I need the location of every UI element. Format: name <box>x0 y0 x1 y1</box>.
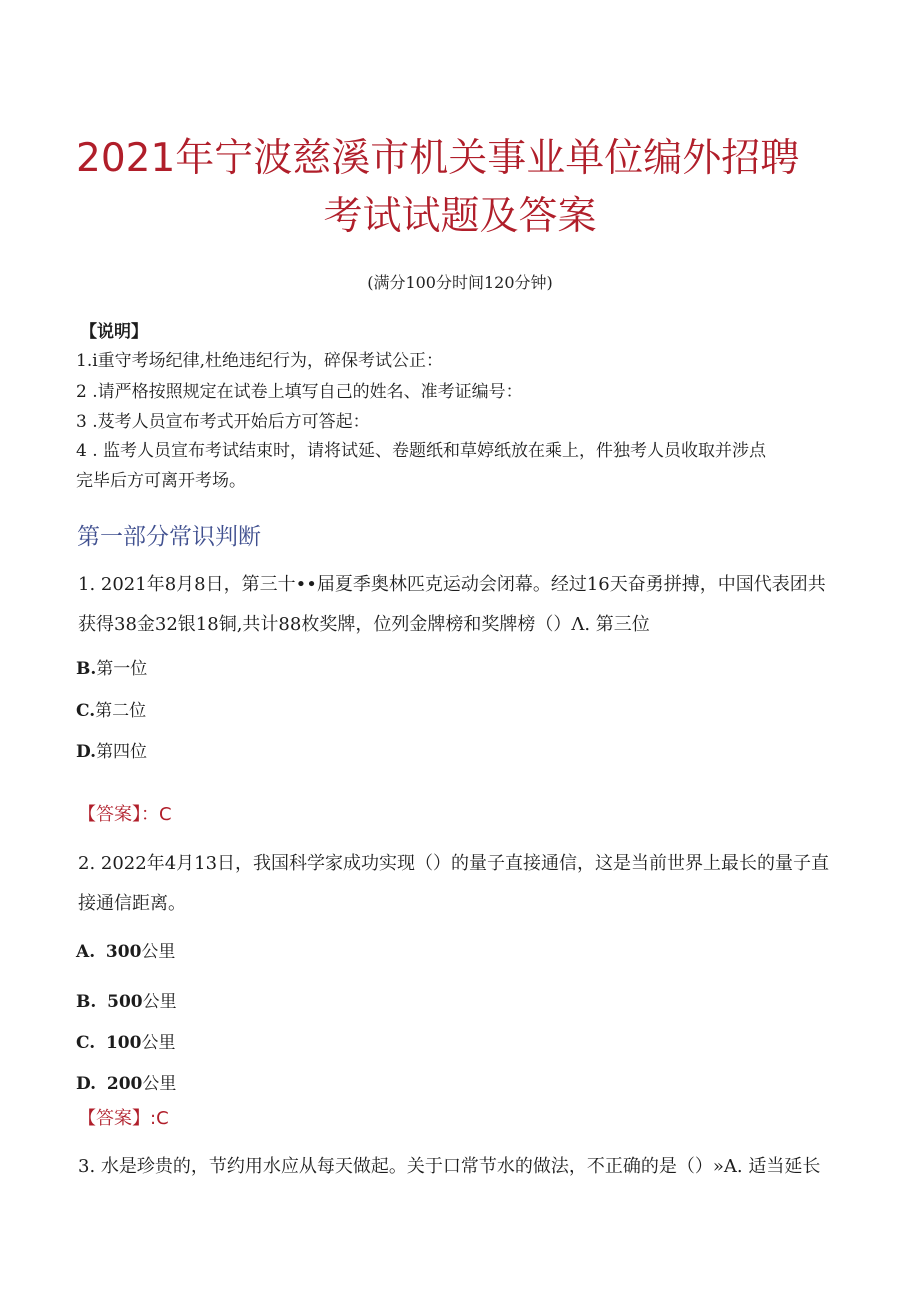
option-unit: 公里 <box>141 942 176 962</box>
notes-item-4-line2: 完毕后方可离开考场。 <box>76 471 246 491</box>
section-title: 第一部分常识判断 <box>77 524 261 550</box>
option-number: 500 <box>107 992 143 1012</box>
notes-item-4-line1: 4 . 监考人员宣布考试结束时，请将试延、卷题纸和草婷纸放在乘上，件独考人员收取并涉点 <box>76 441 767 461</box>
notes-header: 【说明】 <box>80 322 148 342</box>
notes-item-3: 3 .芨考人员宣布考式开始后方可答起： <box>76 412 370 432</box>
option-unit: 公里 <box>141 1033 176 1053</box>
q1-answer: 【答案】：C <box>78 804 172 825</box>
option-letter: C. <box>76 1033 96 1053</box>
doc-title-line2: 考试试题及答案 <box>323 194 597 239</box>
option-letter: D. <box>76 1074 97 1094</box>
q1-option-d <box>76 737 147 762</box>
option-number: 100 <box>105 1033 142 1053</box>
option-text: 第一位 <box>96 659 148 679</box>
option-letter: C. <box>76 701 96 721</box>
option-number: 200 <box>106 1074 143 1094</box>
option-text: 第二位 <box>95 701 147 721</box>
option-unit: 公里 <box>142 992 177 1012</box>
q2-option-c <box>76 1028 175 1053</box>
q2-answer: 【答案】:C <box>78 1108 169 1129</box>
q1-option-b <box>76 654 147 679</box>
q2-line2: 接通信距离。 <box>78 893 186 914</box>
option-letter: B. <box>76 992 97 1012</box>
q2-option-d <box>76 1069 176 1094</box>
q2-option-a <box>76 937 175 962</box>
q1-line1: 1. 2021年8月8日，第三十••届夏季奥林匹克运动会闭幕。经过16天奋勇拼搏，中国代表团共 <box>78 574 826 595</box>
q1-line2: 获得38金32银18铜,共计88枚奖牌，位列金牌榜和奖牌榜（）Λ. 第三位 <box>78 614 650 635</box>
option-number: 300 <box>105 942 142 962</box>
option-unit: 公里 <box>142 1074 177 1094</box>
option-letter: A. <box>76 942 96 962</box>
q2-option-b <box>76 987 177 1012</box>
q3-line1: 3. 水是珍贵的，节约用水应从每天做起。关于口常节水的做法，不正确的是（）»A. 适当延长 <box>78 1156 821 1177</box>
notes-item-1: 1.i重守考场纪律,杜绝违纪行为，碎保考试公正： <box>76 351 444 371</box>
option-letter: B. <box>76 659 97 679</box>
q1-option-c <box>76 696 146 721</box>
doc-subtitle: (满分100分时间120分钟) <box>367 273 553 292</box>
option-letter: D. <box>76 742 97 762</box>
q2-line1: 2. 2022年4月13日，我国科学家成功实现（）的量子直接通信，这是当前世界上最长的量子直 <box>78 853 830 874</box>
option-text: 第四位 <box>96 742 148 762</box>
notes-item-2: 2 .请严格按照规定在试卷上填写自己的姓名、准考证编号： <box>76 382 523 402</box>
doc-title-line1: 2021年宁波慈溪市机关事业单位编外招聘 <box>76 136 800 181</box>
